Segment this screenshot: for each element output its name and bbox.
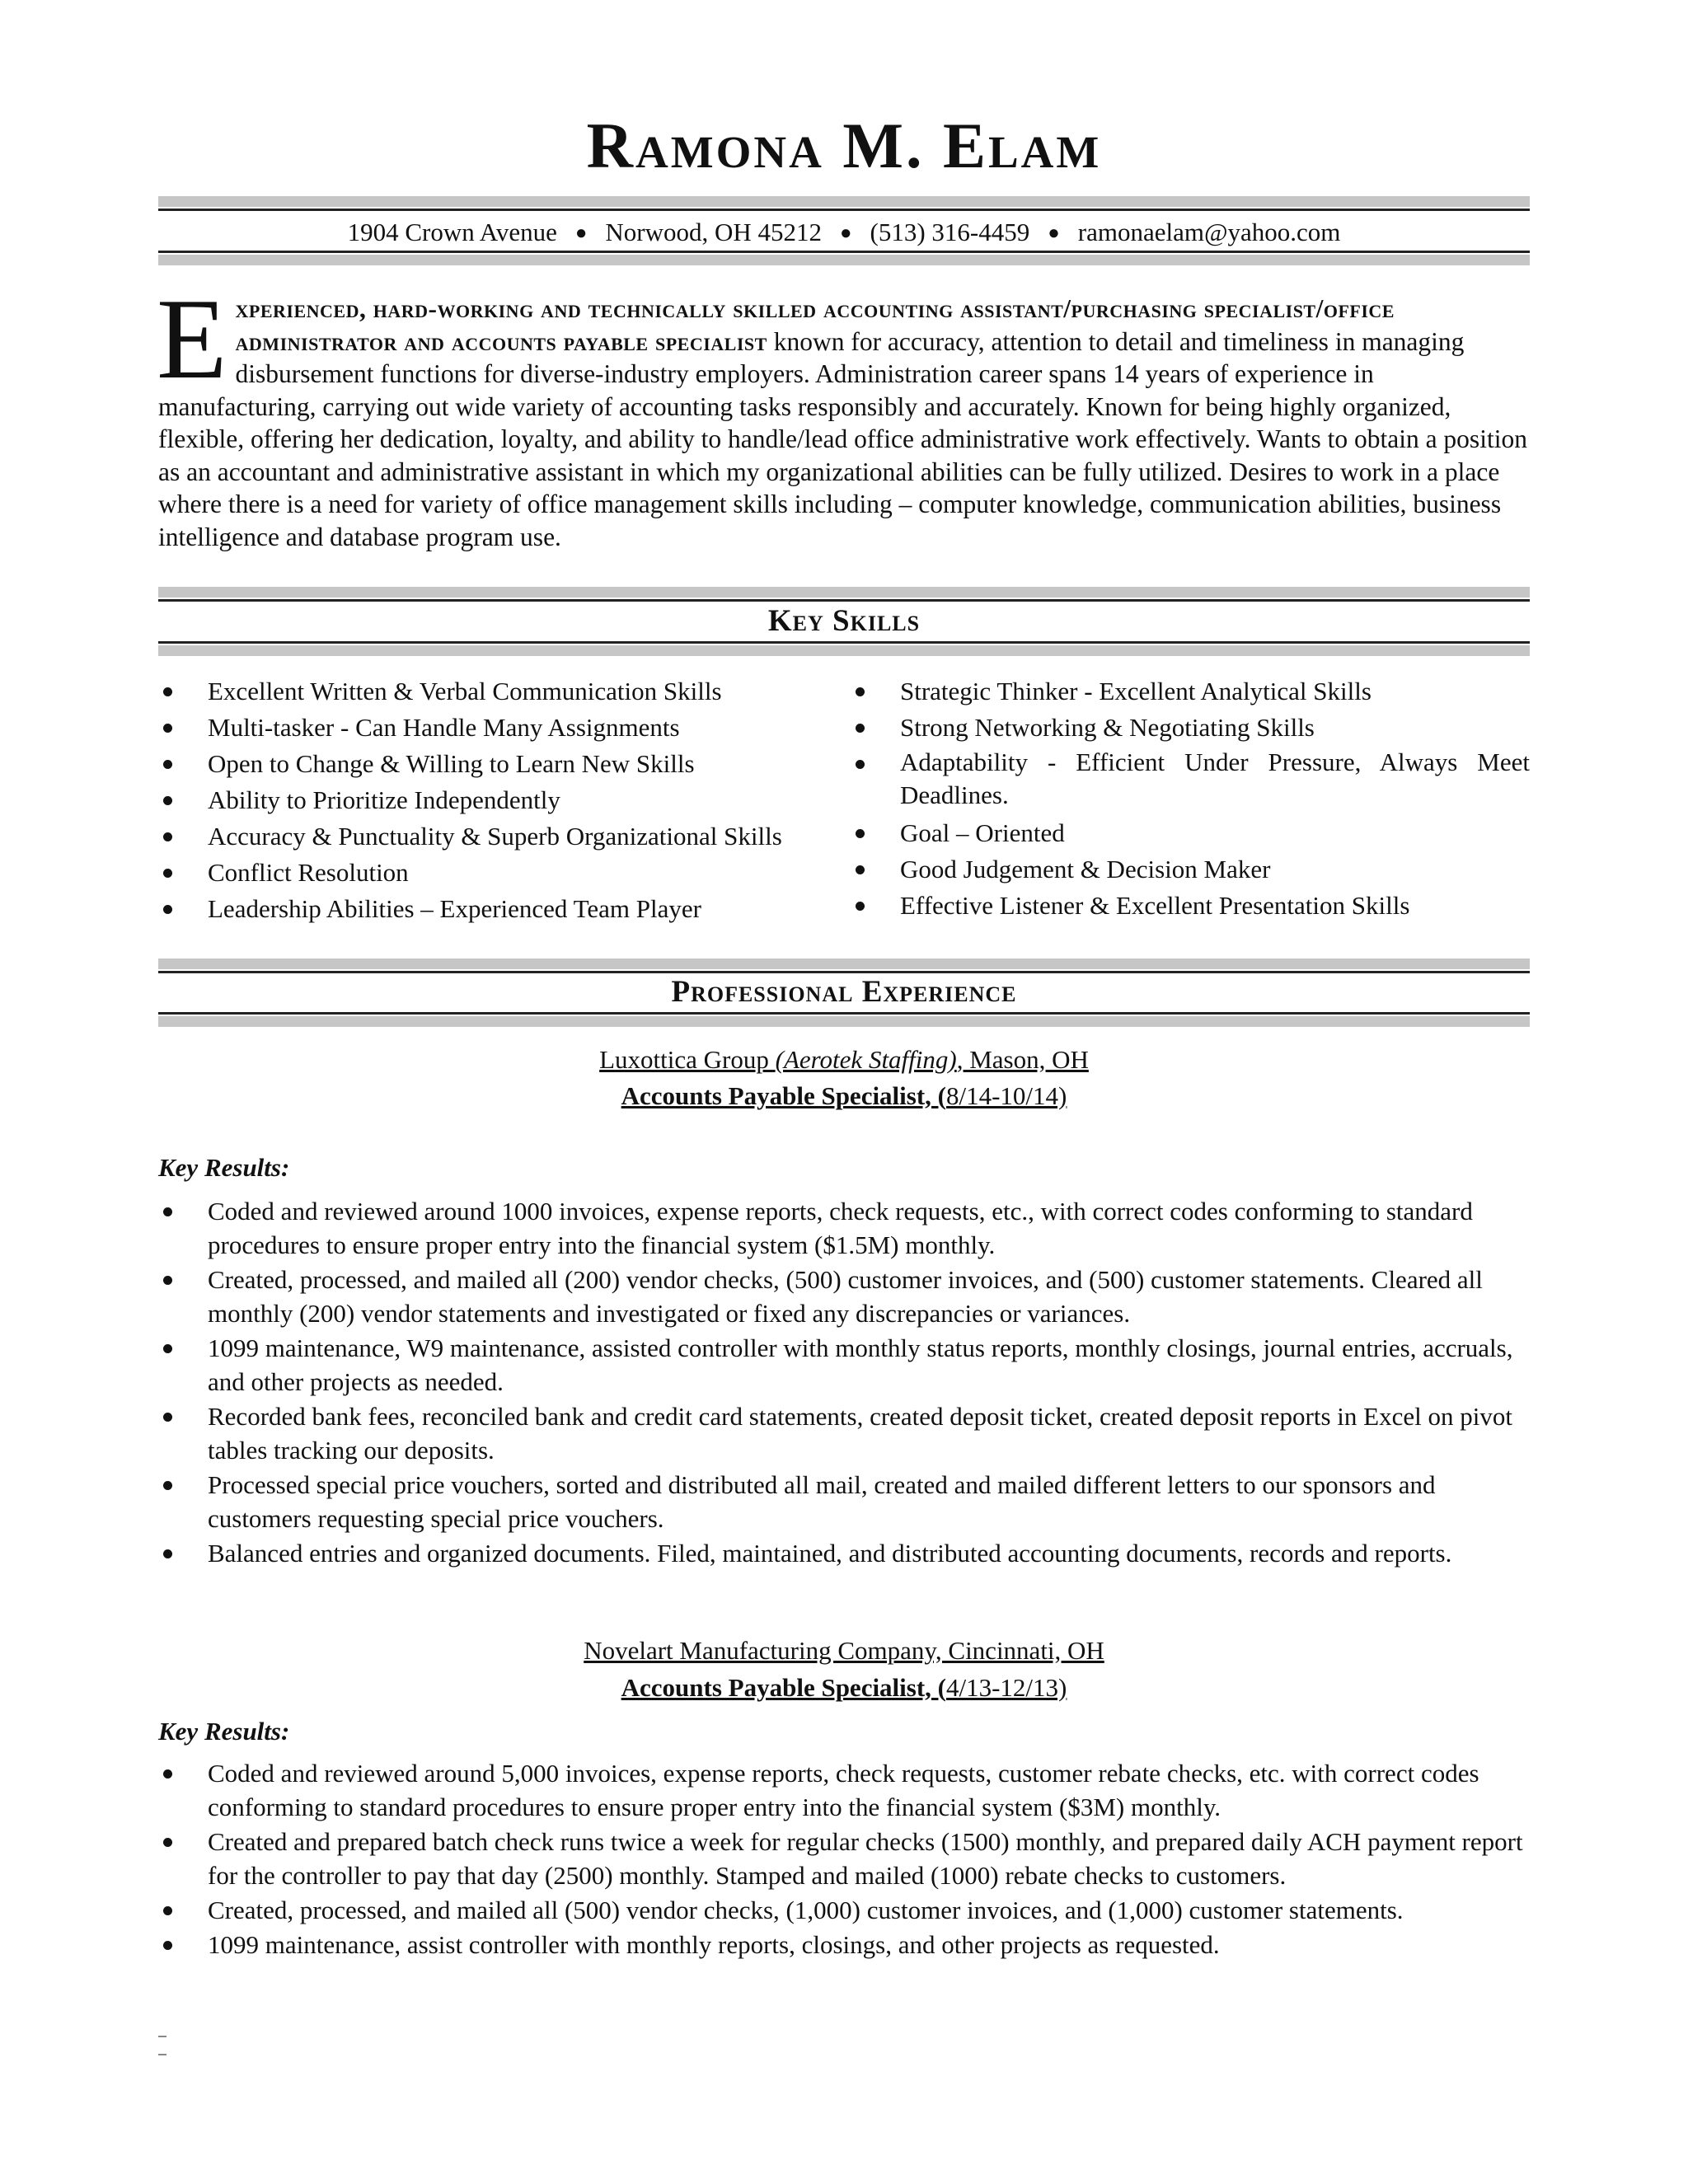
list-item: Coded and reviewed around 5,000 invoices, expense reports, check requests, customer rebate checks, etc. with correct codes conforming to standard procedures to ensure proper entry into the financial system ($3M) monthly. bbox=[158, 1756, 1530, 1824]
summary-lead-caps: xperienced, hard-working and technically skilled accounting assistant/purchasing specialist/office administrator and accounts payable specialist bbox=[235, 294, 1395, 356]
bullet-separator-icon: ● bbox=[840, 223, 852, 244]
list-item: Open to Change & Willing to Learn New Skills bbox=[158, 746, 842, 782]
list-item: 1099 maintenance, assist controller with monthly reports, closings, and other projects as requested. bbox=[158, 1928, 1530, 1961]
footer-mark bbox=[158, 2036, 166, 2037]
list-item: Created, processed, and mailed all (500) vendor checks, (1,000) customer invoices, and (1,000) customer statements. bbox=[158, 1893, 1530, 1927]
contact-address: 1904 Crown Avenue bbox=[347, 218, 557, 246]
job-1-location: , Mason, OH bbox=[956, 1045, 1089, 1074]
list-item: Excellent Written & Verbal Communication Skills bbox=[158, 673, 842, 710]
skills-list-left bbox=[158, 673, 842, 927]
list-item: Ability to Prioritize Independently bbox=[158, 782, 842, 818]
skills-rule-bottom-thin bbox=[158, 641, 1530, 644]
list-item: Strategic Thinker - Excellent Analytical Skills bbox=[851, 673, 1530, 710]
list-item: Balanced entries and organized documents. Filed, maintained, and distributed accounting documents, records and reports. bbox=[158, 1536, 1530, 1570]
list-item: Strong Networking & Negotiating Skills bbox=[851, 710, 1530, 746]
experience-heading: Professional Experience bbox=[671, 975, 1017, 1009]
job-1-dates: 8/14-10/14) bbox=[946, 1081, 1067, 1110]
skills-rule-bottom-thick bbox=[158, 645, 1530, 656]
footer-mark bbox=[158, 2054, 166, 2055]
job-2-title-line bbox=[158, 1671, 1530, 1705]
job-2-dates: 4/13-12/13) bbox=[946, 1673, 1067, 1702]
contact-line bbox=[158, 216, 1530, 250]
list-item: Processed special price vouchers, sorted and distributed all mail, created and mailed different letters to our sponsors and customers requesting special price vouchers. bbox=[158, 1468, 1530, 1535]
experience-rule-top-thick bbox=[158, 958, 1530, 969]
job-1-results-list bbox=[158, 1194, 1530, 1571]
summary-body: known for accuracy, attention to detail and timeliness in managing disbursement functions for diverse-industry employers. Administration career spans 14 years of experience in manufacturing, carrying out wide variety of accounting tasks responsibly and accurately. Known for being highly organized, flexible, offering her dedication, loyalty, and ability to handle/lead office administrative work effectively. Wants to obtain a position as an accountant and administrative assistant in which my organizational abilities can be fully utilized. Desires to work in a place where there is a need for variety of office management skills including – computer knowledge, communication abilities, business intelligence and database program use. bbox=[158, 326, 1527, 551]
experience-rule-bottom-thick bbox=[158, 1016, 1530, 1027]
job-2-company-line bbox=[158, 1633, 1530, 1668]
job-2-company: Novelart Manufacturing Company, Cincinnati, OH bbox=[584, 1636, 1104, 1665]
list-item: Multi-tasker - Can Handle Many Assignments bbox=[158, 710, 842, 746]
experience-rule-top-thin bbox=[158, 971, 1530, 973]
job-1-agency: (Aerotek Staffing) bbox=[775, 1045, 957, 1074]
job-2-role: Accounts Payable Specialist, ( bbox=[621, 1673, 946, 1702]
list-item: Coded and reviewed around 1000 invoices, expense reports, check requests, etc., with correct codes conforming to standard procedures to ensure proper entry into the financial system ($1.5M) monthly. bbox=[158, 1194, 1530, 1262]
list-item: Good Judgement & Decision Maker bbox=[851, 851, 1530, 888]
list-item: Created, processed, and mailed all (200) vendor checks, (500) customer invoices, and (500) customer statements. Cleared all monthly (200) vendor statements and investigated or fixed any discrepancies or variances. bbox=[158, 1263, 1530, 1330]
header-rule-bottom-thick bbox=[158, 255, 1530, 265]
contact-phone: (513) 316-4459 bbox=[870, 218, 1030, 246]
key-skills-heading: Key Skills bbox=[767, 604, 921, 638]
skills-rule-top-thin bbox=[158, 599, 1530, 602]
list-item: Effective Listener & Excellent Presentation Skills bbox=[851, 888, 1530, 924]
list-item: Created and prepared batch check runs twice a week for regular checks (1500) monthly, and prepared daily ACH payment report for the controller to pay that day (2500) monthly. Stamped and mailed (1000) rebate checks to customers. bbox=[158, 1825, 1530, 1892]
header-rule-top-thick bbox=[158, 196, 1530, 207]
list-item: Conflict Resolution bbox=[158, 855, 842, 891]
job-1-company: Luxottica Group bbox=[599, 1045, 776, 1074]
job-1-title-line bbox=[158, 1079, 1530, 1113]
summary-dropcap: E bbox=[157, 275, 227, 403]
list-item: Leadership Abilities – Experienced Team Player bbox=[158, 891, 842, 927]
candidate-name: Ramona M. Elam bbox=[586, 110, 1102, 181]
bullet-separator-icon: ● bbox=[574, 223, 588, 244]
list-item: Adaptability - Efficient Under Pressure, Always Meet Deadlines. bbox=[851, 746, 1530, 815]
skills-rule-top-thick bbox=[158, 587, 1530, 598]
contact-city: Norwood, OH 45212 bbox=[605, 218, 823, 246]
header-rule-bottom-thin bbox=[158, 251, 1530, 253]
job-2-key-results-label: Key Results: bbox=[158, 1717, 290, 1746]
job-1-role: Accounts Payable Specialist, ( bbox=[621, 1081, 946, 1110]
professional-summary bbox=[157, 275, 1530, 553]
list-item: Recorded bank fees, reconciled bank and credit card statements, created deposit ticket, created deposit reports in Excel on pivot tables tracking our deposits. bbox=[158, 1399, 1530, 1467]
contact-email: ramonaelam@yahoo.com bbox=[1077, 218, 1341, 246]
list-item: 1099 maintenance, W9 maintenance, assisted controller with monthly status reports, monthly closings, journal entries, accruals, and other projects as needed. bbox=[158, 1331, 1530, 1399]
experience-rule-bottom-thin bbox=[158, 1012, 1530, 1015]
list-item: Goal – Oriented bbox=[851, 815, 1530, 851]
job-1-key-results-label: Key Results: bbox=[158, 1153, 290, 1182]
job-1-company-line bbox=[158, 1043, 1530, 1077]
skills-list-right bbox=[851, 673, 1530, 924]
list-item: Accuracy & Punctuality & Superb Organizational Skills bbox=[158, 818, 842, 855]
bullet-separator-icon: ● bbox=[1048, 223, 1060, 244]
job-2-results-list bbox=[158, 1756, 1530, 1962]
header-rule-top-thin bbox=[158, 209, 1530, 211]
